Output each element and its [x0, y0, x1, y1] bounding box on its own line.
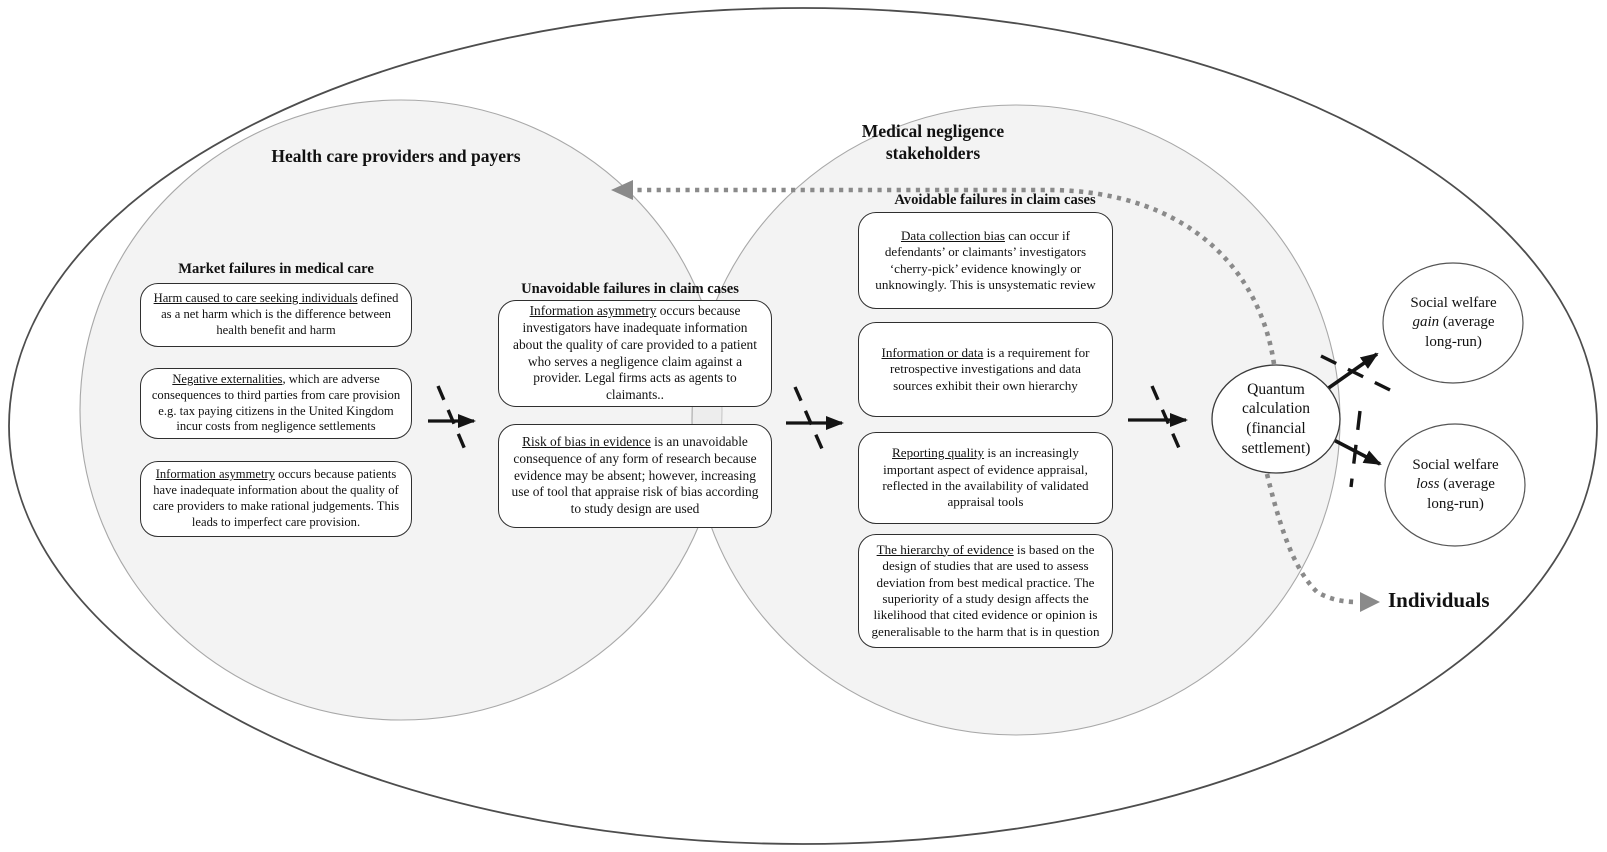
- loss-post: (average long-run): [1427, 476, 1495, 512]
- quantum-calculation-label: [1212, 366, 1340, 472]
- box-data-collection-bias-lead: Data collection bias: [900, 227, 1005, 243]
- box-reporting-quality: [858, 432, 1113, 524]
- loss-pre: Social welfare: [1412, 457, 1499, 474]
- box-negative-externalities-lead: Negative externalities: [172, 371, 283, 386]
- individuals-label: Individuals: [1388, 588, 1490, 612]
- box-hierarchy-of-evidence: [858, 534, 1113, 648]
- social-welfare-gain-label: [1405, 263, 1502, 383]
- box-negative-externalities-rest: , which are adverse consequences to third parties from care provision e.g. tax paying citizens in the United Kingdom incur costs from negligence settlements: [151, 371, 401, 434]
- box-hierarchy-of-evidence-rest: is based on the design of studies that are used to assess deviation from best medical practice. The superiority of a study design affects the likelihood that cited evidence or opinion is generalisable to the harm that is in question: [871, 541, 1100, 639]
- loss-em: loss: [1416, 476, 1440, 493]
- box-information-or-data-rest: is a requirement for retrospective investigations and data sources exhibit their own hierarchy: [890, 344, 1090, 393]
- box-information-or-data-lead: Information or data: [881, 344, 984, 360]
- social-welfare-loss-label: [1407, 424, 1504, 546]
- box-data-collection-bias-rest: can occur if defendants’ or claimants’ investigators ‘cherry-pick’ evidence knowingly or unknowingly. This is unsystematic review: [875, 227, 1096, 292]
- unavoidable-failures-header: Unavoidable failures in claim cases: [521, 281, 739, 297]
- quantum-calculation-text: Quantum calculation (financial settlement): [1241, 380, 1311, 457]
- box-negative-externalities: [140, 368, 412, 439]
- box-information-or-data: [858, 322, 1113, 417]
- box-risk-of-bias-rest: is an unavoidable consequence of any form of research because evidence may be absent; however, increasing use of tool that appraise risk of bias according to study design are used: [511, 433, 759, 517]
- box-harm-caused-lead: Harm caused to care seeking individuals: [153, 291, 358, 306]
- box-risk-of-bias-lead: Risk of bias in evidence: [522, 433, 651, 449]
- box-information-asymmetry-investigators: [498, 300, 772, 407]
- box-hierarchy-of-evidence-lead: The hierarchy of evidence: [876, 541, 1014, 557]
- box-reporting-quality-lead: Reporting quality: [892, 445, 985, 461]
- box-data-collection-bias: [858, 212, 1113, 309]
- gain-pre: Social welfare: [1410, 295, 1497, 312]
- box-reporting-quality-rest: is an increasingly important aspect of evidence appraisal, reflected in the availability of validated appraisal tools: [882, 445, 1089, 510]
- box-information-asymmetry-patients-rest: occurs because patients have inadequate information about the quality of care providers to make rational judgements. This leads to imperfect care provision.: [152, 467, 400, 529]
- gain-post: (average long-run): [1425, 314, 1495, 350]
- box-information-asymmetry-investigators-rest: occurs because investigators have inadequate information about the quality of care provided to a patient who serves a negligence claim against a provider. Legal firms acts as agents to claimants..: [513, 302, 757, 403]
- avoidable-failures-header: Avoidable failures in claim cases: [894, 192, 1096, 208]
- market-failures-header: Market failures in medical care: [178, 261, 374, 277]
- social-welfare-loss-text: [1407, 456, 1504, 513]
- social-welfare-gain-text: [1405, 294, 1502, 351]
- box-harm-caused: [140, 283, 412, 347]
- healthcare-providers-title: Health care providers and payers: [271, 146, 521, 166]
- box-information-asymmetry-patients-lead: Information asymmetry: [155, 467, 275, 482]
- box-information-asymmetry-investigators-lead: Information asymmetry: [529, 302, 657, 318]
- gain-em: gain: [1412, 314, 1440, 331]
- box-risk-of-bias: [498, 424, 772, 528]
- box-harm-caused-rest: defined as a net harm which is the difference between health benefit and harm: [161, 291, 399, 337]
- box-information-asymmetry-patients: [140, 461, 412, 537]
- negligence-stakeholders-title: Medical negligence stakeholders: [861, 121, 1005, 163]
